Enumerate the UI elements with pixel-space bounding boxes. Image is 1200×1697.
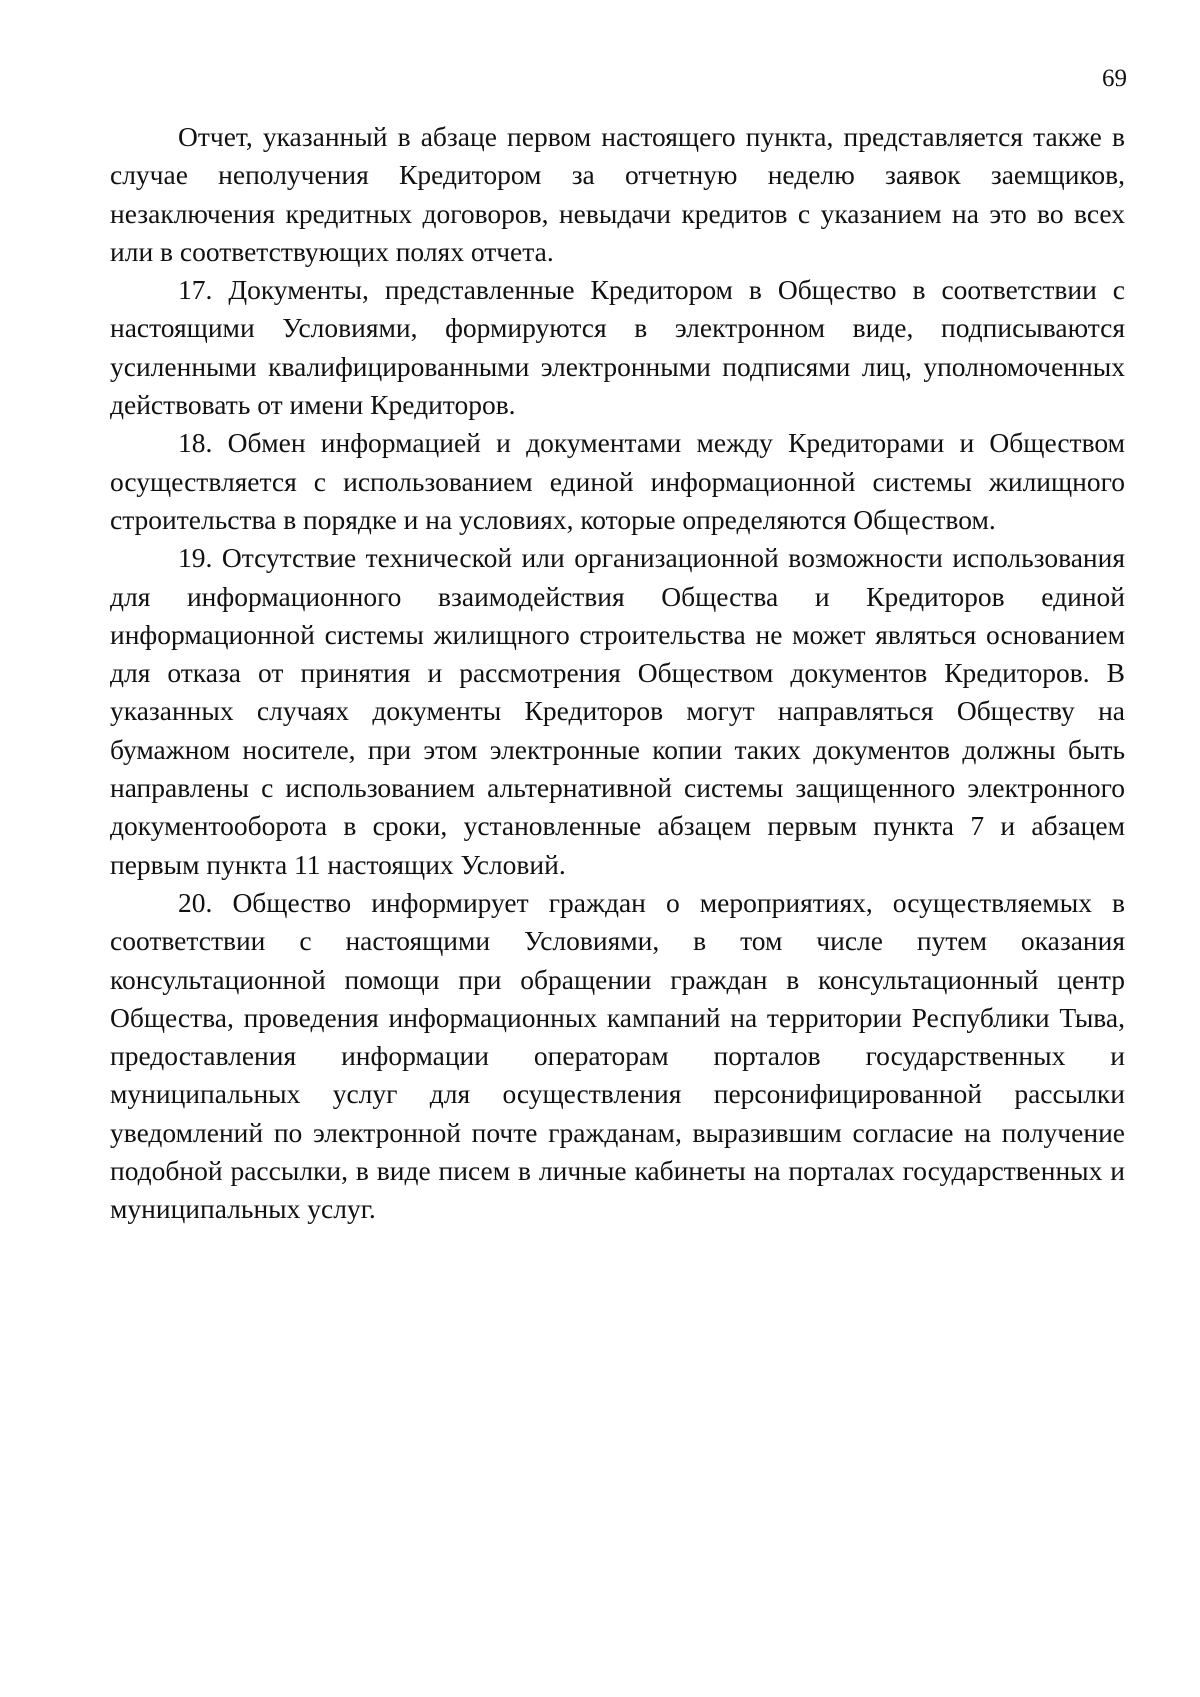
paragraph-item-18: 18. Обмен информацией и документами между Кредиторами и Обществом осуществляется с использованием единой информационной системы жилищного строительства в порядке и на условиях, которые определяются Обществом. xyxy=(110,427,1125,535)
paragraph-item-19: 19. Отсутствие технической или организационной возможности использования для информационного взаимодействия Общества и Кредиторов единой информационной системы жилищного строительства не может являться основанием для отказа от принятия и рассмотрения Обществом документов Кредиторов. В указанных случаях документы Кредиторов могут направляться Обществу на бумажном носителе, при этом электронные копии таких документов должны быть направлены с использованием альтернативной системы защищенного электронного документооборота в сроки, установленные абзацем первым пункта 7 и абзацем первым пункта 11 настоящих Условий. xyxy=(110,542,1125,880)
page-number: 69 xyxy=(1102,65,1127,92)
paragraph-report-clause: Отчет, указанный в абзаце первом настоящего пункта, представляется также в случае неполучения Кредитором за отчетную неделю заявок заемщиков, незаключения кредитных договоров, невыдачи кредитов с указанием на это во всех или в соответствующих полях отчета. xyxy=(110,121,1125,267)
paragraph-item-17: 17. Документы, представленные Кредитором в Общество в соответствии с настоящими Условиями, формируются в электронном виде, подписываются усиленными квалифицированными электронными подписями лиц, уполномоченных действовать от имени Кредиторов. xyxy=(110,274,1125,421)
paragraph-item-20: 20. Общество информирует граждан о мероприятиях, осуществляемых в соответствии с настоящими Условиями, в том числе путем оказания консультационной помощи при обращении граждан в консультационный центр Общества, проведения информационных кампаний на территории Республики Тыва, предоставления информации операторам порталов государственных и муниципальных услуг для осуществления персонифицированной рассылки уведомлений по электронной почте гражданам, выразившим согласие на получение подобной рассылки, в виде писем в личные кабинеты на порталах государственных и муниципальных услуг. xyxy=(110,886,1125,1225)
document-body xyxy=(110,118,1125,1229)
